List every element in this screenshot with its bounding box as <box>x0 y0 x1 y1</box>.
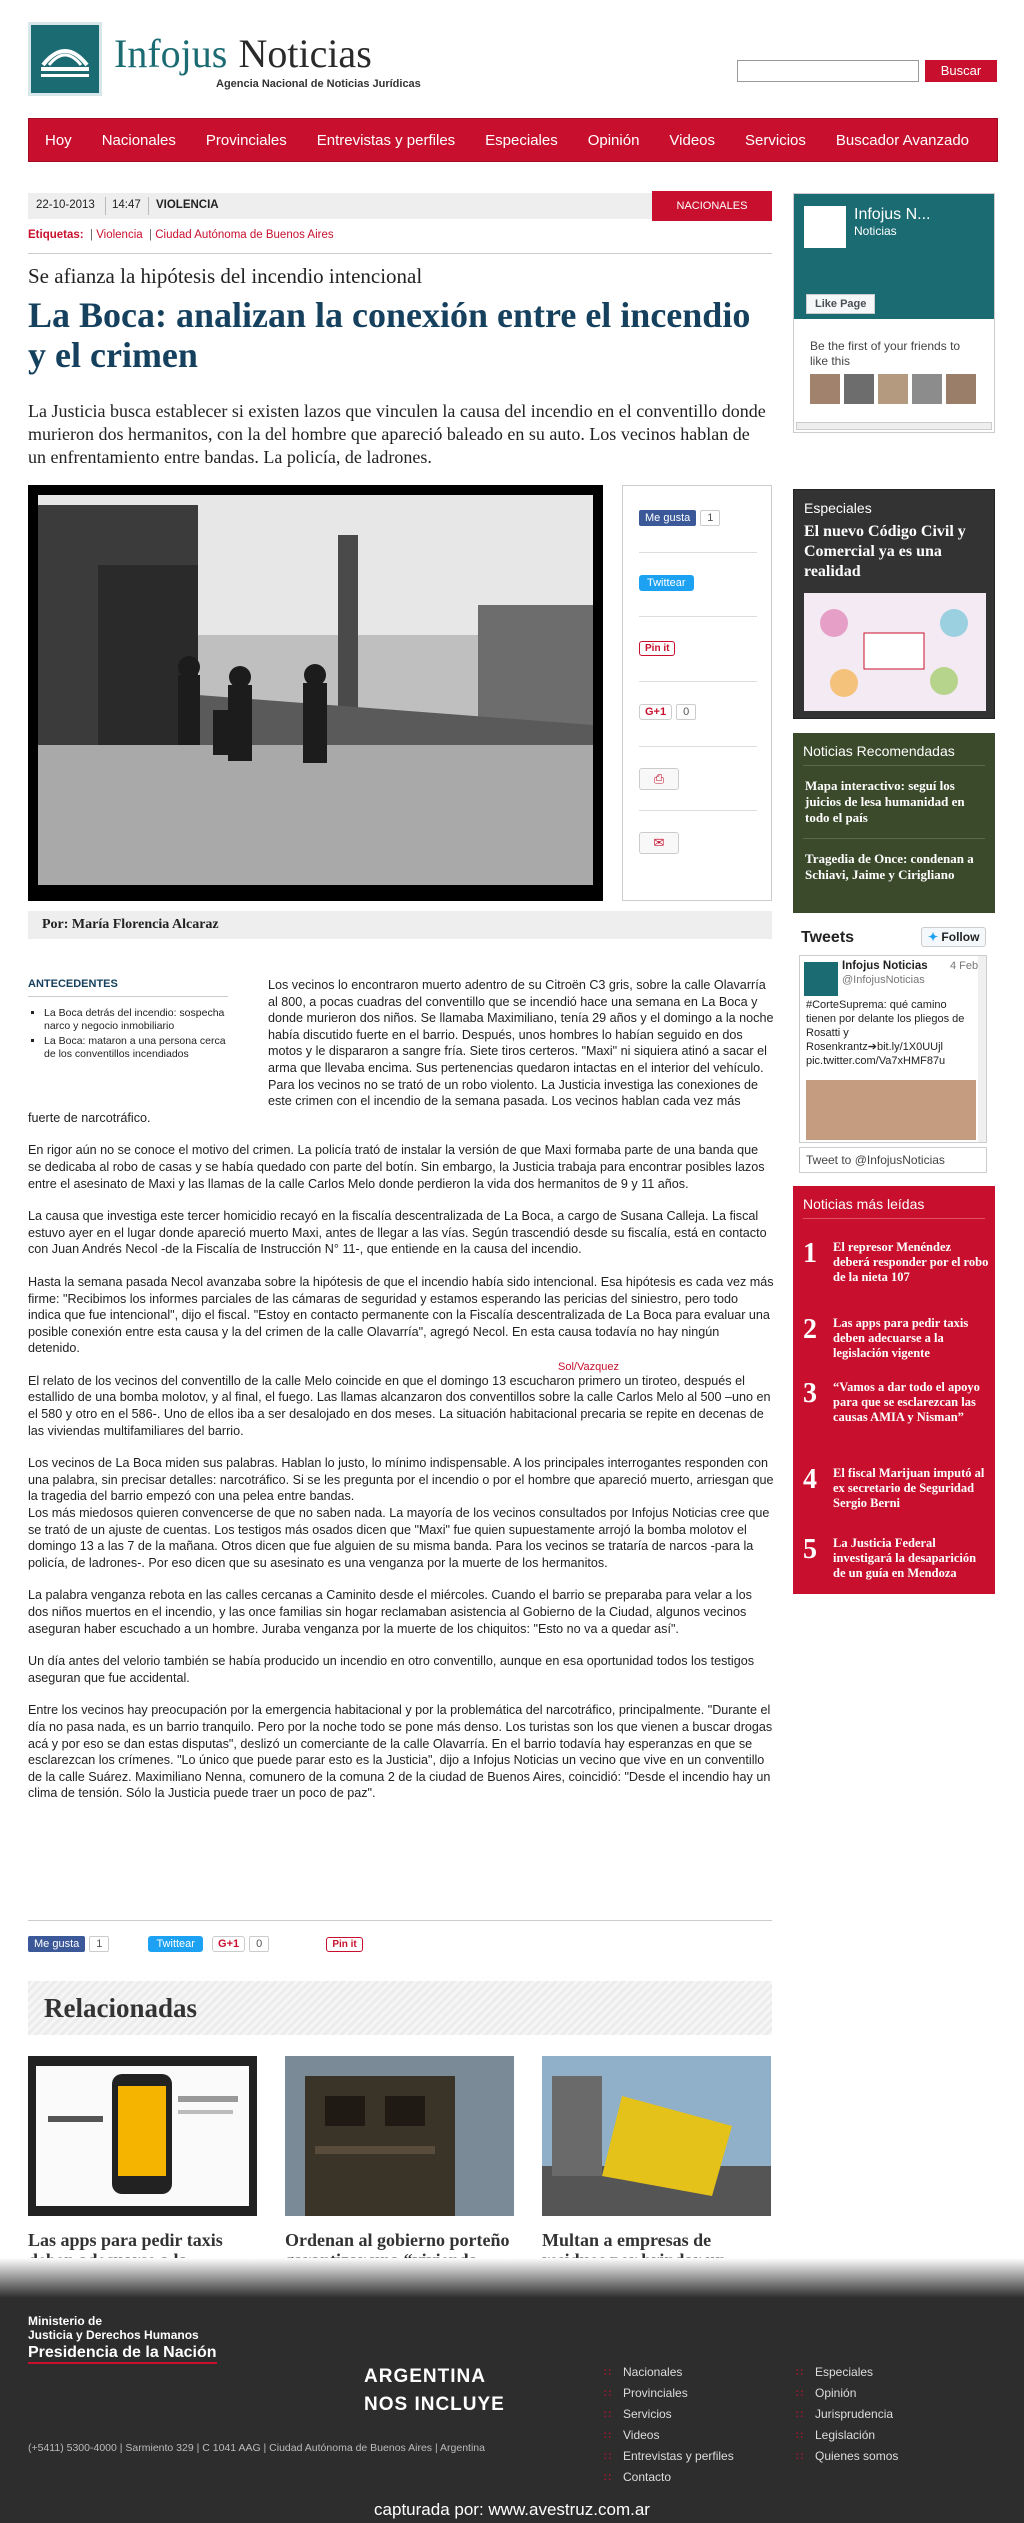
related-title[interactable]: Las apps para pedir taxis <box>28 2230 223 2250</box>
article-paragraph: La palabra venganza rebota en las calles cercanas a Caminito desde el miércoles. Cuando el barrio se preparaba para velar a los dos niños muertos en el incendio, y las once familias sin hogar reclamaban asistencia al Gobierno de la Ciudad, algunos vecinos aseguran haber escuchado a un hombre. Juraba venganza por la muerte de los chiquitos: "Esto no va a quedar así". <box>28 1588 752 1636</box>
footer-links-col1 <box>604 2362 734 2488</box>
footer-address: (+5411) 5300-4000 | Sarmiento 329 | C 1041 AAG | Ciudad Autónoma de Buenos Aires | Argentina <box>28 2442 485 2454</box>
footer-link[interactable]: ∷ Jurisprudencia <box>796 2404 898 2425</box>
logo-text[interactable] <box>114 32 372 76</box>
antecedentes-title: ANTECEDENTES <box>28 978 228 997</box>
fb-count: 1 <box>89 1936 109 1952</box>
site-header <box>28 22 998 102</box>
nav-item-especiales[interactable]: Especiales <box>485 131 558 149</box>
pinit-button[interactable]: Pin it <box>326 1937 362 1952</box>
article-headline: La Boca: analizan la conexión entre el incendio y el crimen <box>28 295 751 375</box>
related-item[interactable] <box>28 2056 257 2290</box>
tweets-title: Tweets <box>801 929 855 946</box>
fb-page-sub: Noticias <box>854 224 897 238</box>
divider <box>28 253 772 254</box>
nav-item-opinion[interactable]: Opinión <box>587 131 640 149</box>
photo-credit: Sol/Vazquez <box>558 1361 619 1373</box>
footer-link[interactable]: ∷ Videos <box>604 2425 734 2446</box>
tweet-media[interactable] <box>806 1080 976 1140</box>
nav-item-hoy[interactable]: Hoy <box>45 131 72 149</box>
footer-link[interactable]: ∷ Legislación <box>796 2425 898 2446</box>
nav-item-buscador[interactable]: Buscador Avanzado <box>835 131 970 149</box>
tweet-handle[interactable]: @InfojusNoticias <box>842 974 925 986</box>
gplus-button[interactable]: G+1 <box>639 704 672 720</box>
footer-link[interactable]: ∷ Quienes somos <box>796 2446 898 2467</box>
fb-count: 1 <box>700 510 720 526</box>
logo-tagline: Agencia Nacional de Noticias Jurídicas <box>216 78 421 90</box>
especiales-box[interactable] <box>793 489 995 719</box>
mas-leidas-title[interactable]: “Vamos a dar todo el apoyo para que se esclarezcan las causas AMIA y Nisman” <box>833 1380 980 1424</box>
site-footer <box>0 2298 1024 2523</box>
mas-leidas-title[interactable]: El fiscal Marijuan imputó al ex secretario de Seguridad Sergio Berni <box>833 1466 985 1510</box>
fb-scrollbar[interactable] <box>796 422 992 430</box>
logo-main: Infojus <box>114 31 228 76</box>
article-paragraph: Los más miedosos quieren convencerse de que no saben nada. La mayoría de los vecinos consultados por Infojus Noticias cree que se trató de un ajuste de cuentas. Los testigos más osados dicen que "Maxi" fue quien supuestamente arrojó la bomba molotov el domingo 13 a las 7 de la mañana. Otros dicen que fue alguien de su misma banda. Para los vecinos se trataría de narcos -para la policía, de ladrones-. Por eso dicen que su asesinato es una venganza por la muerte de los hermanitos. <box>28 1506 770 1570</box>
rank-number: 3 <box>803 1378 817 1409</box>
footer-link[interactable]: ∷ Especiales <box>796 2362 898 2383</box>
fb-like-page-button[interactable]: Like Page <box>806 294 875 314</box>
tweet-to-input[interactable]: Tweet to @InfojusNoticias <box>799 1147 987 1173</box>
gplus-count: 0 <box>676 704 696 720</box>
antecedente-link[interactable]: ▪ La Boca detrás del incendio: sospecha narco y negocio inmobiliario <box>44 1007 228 1033</box>
search-button[interactable]: Buscar <box>925 60 997 82</box>
main-nav <box>28 118 998 162</box>
fb-like-button[interactable]: Me gusta <box>639 510 696 526</box>
section-badge[interactable]: NACIONALES <box>652 191 772 221</box>
tweet-author[interactable]: Infojus Noticias <box>842 960 928 972</box>
related-title[interactable]: Multan a empresas de <box>542 2230 712 2250</box>
tweet-scrollbar[interactable] <box>978 956 986 1142</box>
recomendadas-label: Noticias Recomendadas <box>803 743 955 759</box>
footer-links-col2 <box>796 2362 898 2467</box>
mas-leidas-title[interactable]: El represor Menéndez deberá responder por el robo de la nieta 107 <box>833 1240 989 1284</box>
related-heading: Relacionadas <box>28 1981 772 2035</box>
mas-leidas-title[interactable]: La Justicia Federal investigará la desaparición de un guía en Mendoza <box>833 1536 977 1580</box>
fb-page-logo-icon <box>802 204 848 250</box>
share-bar-bottom <box>28 1938 363 1950</box>
twitter-bird-icon: ✦ <box>928 930 939 944</box>
recomendadas-box <box>793 733 995 913</box>
avatar[interactable] <box>878 374 908 404</box>
footer-link[interactable]: ∷ Provinciales <box>604 2383 734 2404</box>
fb-friends-text: Be the first of your friends to like this <box>810 339 961 368</box>
article-paragraph: Los vecinos lo encontraron muerto adentro de su Citroën C3 gris, sobre la calle Olavarría al 800, a pocas cuadras del conventillo que se incendió hace una semana en La Boca y donde murieron dos niños. Se llamaba Maximiliano, tenía 29 años y el domingo a la noche había discutido fuerte en el barrio. Después, unos hombres lo habían seguido en dos motos y le dispararon a sangre fría. Siete tiros certeros. "Maxi" ni siquiera atinó a sacar el arma que llevaba encima. Sus pertenencias quedaron intactas en el interior del vehículo. Para los vecinos no se trató de un robo violento. La Justicia investiga las conexiones de este crimen con el incendio de la semana pasada. Los vecinos hablan cada vez más fuerte de narcotráfico. <box>28 978 774 1125</box>
mas-leidas-label: Noticias más leídas <box>803 1196 925 1212</box>
logo-icon[interactable] <box>28 22 102 96</box>
tweet-button[interactable]: Twittear <box>148 1936 203 1952</box>
rank-number: 2 <box>803 1314 817 1345</box>
footer-link[interactable]: ∷ Servicios <box>604 2404 734 2425</box>
share-column <box>622 485 772 901</box>
article-paragraph: Un día antes del velorio también se había producido un incendio en otro conventillo, aunque en esa oportunidad todos los testigos aseguran que fue accidental. <box>28 1654 755 1685</box>
recomendada-link[interactable]: Tragedia de Once: condenan a Schiavi, Jaime y Cirigliano <box>805 851 974 882</box>
logo-second: Noticias <box>238 31 372 76</box>
tag-link[interactable]: Ciudad Autónoma de Buenos Aires <box>155 229 334 241</box>
nav-item-entrevistas[interactable]: Entrevistas y perfiles <box>316 131 456 149</box>
antecedente-link[interactable]: ▪ La Boca: mataron a una persona cerca de los conventillos incendiados <box>44 1035 228 1061</box>
nav-item-nacionales[interactable]: Nacionales <box>101 131 176 149</box>
recomendada-link[interactable]: Mapa interactivo: seguí los juicios de lesa humanidad en todo el país <box>805 778 965 825</box>
article-lead: La Justicia busca establecer si existen lazos que vinculen la causa del incendio en el conventillo donde murieron dos hermanitos, con la del hombre que apareció baleado en su auto. Los vecinos hablan de un enfrentamiento entre bandas. La policía, de ladrones. <box>28 401 766 467</box>
argentina-logo-line1: ARGENTINA <box>364 2366 486 2387</box>
capture-watermark: capturada por: www.avestruz.com.ar <box>374 2500 650 2519</box>
search-input[interactable] <box>737 60 919 82</box>
related-title[interactable]: Ordenan al gobierno porteño <box>285 2230 510 2250</box>
footer-link[interactable]: ∷ Nacionales <box>604 2362 734 2383</box>
ministry-line1: Ministerio de <box>28 2314 103 2328</box>
gplus-button[interactable]: G+1 <box>212 1936 245 1952</box>
fb-page-name[interactable]: Infojus N... <box>854 206 931 223</box>
avatar[interactable] <box>810 374 840 404</box>
article-paragraph: Hasta la semana pasada Necol avanzaba sobre la hipótesis de que el incendio había sido intencional. Esa hipótesis es cada vez más firme: "Recibimos los informes parciales de las cámaras de seguridad y estamos esperando las pericias del siniestro, pero todo indica que fue intencional", dijo el fiscal. "Estoy en contacto permanente con la Fiscalía descentralizada de La Boca para evaluar una posible conexión entre esta causa y la del crimen de la calle Olavarría", agregó Necol. En esta causa todavía no hay ningún detenido. <box>28 1274 774 1356</box>
tag-link[interactable]: Violencia <box>96 229 143 241</box>
footer-link[interactable]: ∷ Contacto <box>604 2467 734 2488</box>
twitter-follow-button[interactable] <box>921 927 986 947</box>
nav-item-videos[interactable]: Videos <box>669 131 716 149</box>
article-paragraph: Entre los vecinos hay preocupación por la emergencia habitacional y por la problemática del narcotráfico, principalmente. "Durante el día no pasa nada, es un barrio tranquilo. Pero por la noche todo se pone más denso. Los turistas son los que vienen a buscar drogas acá y por eso se dan estas disputas", deslizó un comerciante de la calle Olavarría. En el barrio todavía hay esperanzas en que se esclarezcan los crímenes. "Lo único que puede parar esto es la Justicia", dijo a Infojus Noticias un vecino que vive en un conventillo de la calle Suárez. Maximiliano Nenna, comunero de la comuna 2 de la ciudad de Buenos Aires, coincidió: "Desde el incendio hay un clima de tensión. Sólo la Justicia puede traer un poco de paz". <box>28 1703 773 1801</box>
avatar[interactable] <box>946 374 976 404</box>
gplus-count: 0 <box>249 1936 269 1952</box>
pinit-button[interactable]: Pin it <box>639 641 675 656</box>
article-byline: Por: María Florencia Alcaraz <box>28 911 772 939</box>
mas-leidas-box <box>793 1186 995 1594</box>
nav-item-servicios[interactable]: Servicios <box>745 131 806 149</box>
rank-number: 5 <box>803 1534 817 1565</box>
article-time: 14:47 <box>112 199 141 211</box>
avatar[interactable] <box>912 374 942 404</box>
related-thumbnail[interactable] <box>542 2056 771 2216</box>
article-section[interactable]: VIOLENCIA <box>156 199 219 211</box>
photo-image <box>38 495 593 885</box>
follow-label: Follow <box>941 930 980 944</box>
tweet-button[interactable]: Twittear <box>639 575 694 591</box>
especiales-label: Especiales <box>804 500 872 516</box>
especiales-title[interactable]: El nuevo Código Civil y Comercial ya es una realidad <box>804 523 966 580</box>
article-body <box>28 977 774 1818</box>
article-paragraph: En rigor aún no se conoce el motivo del crimen. La policía trató de instalar la versión de que Maxi formaba parte de una banda que se dedicaba al robo de casas y se había quedado con parte del botín. Sin embargo, la Justicia trabaja para encontrar posibles lazos entre el asesinato de Maxi y las llamas de la calle Carlos Melo donde perdieron la vida dos hermanitos de 9 y 11 años. <box>28 1143 765 1191</box>
article-paragraph: El relato de los vecinos del conventillo de la calle Melo coincide en que el domingo 13 escucharon primero un tiroteo, después el estallido de una bomba molotov, y al final, el fuego. Las llamas alcanzaron dos conventillos sobre la calle Carlos Melo al 500 –uno en el 580 y otro en el 586-. Uno de ellos iba a ser desalojado en dos meses. La situación habitacional precaria se repite en decenas de las viviendas multifamiliares del barrio. <box>28 1373 771 1438</box>
tweet-timeline[interactable] <box>799 955 987 1143</box>
tweet-avatar[interactable] <box>804 962 838 996</box>
email-icon[interactable]: ✉ <box>639 832 679 854</box>
argentina-logo-line2: NOS INCLUYE <box>364 2394 505 2415</box>
avatar[interactable] <box>844 374 874 404</box>
rank-number: 1 <box>803 1238 817 1269</box>
footer-link[interactable]: ∷ Opinión <box>796 2383 898 2404</box>
fb-like-button[interactable]: Me gusta <box>28 1936 85 1952</box>
mas-leidas-title[interactable]: Las apps para pedir taxis deben adecuarse a la legislación vigente <box>833 1316 969 1360</box>
tags-line: Etiquetas: | Violencia | Ciudad Autónoma de Buenos Aires <box>28 229 334 241</box>
divider <box>28 1920 772 1921</box>
article-date: 22-10-2013 <box>36 199 95 211</box>
tweet-date[interactable]: 4 Feb <box>950 960 979 972</box>
tags-label: Etiquetas: <box>28 229 84 241</box>
presidencia-label: Presidencia de la Nación <box>28 2346 217 2364</box>
rank-number: 4 <box>803 1464 817 1495</box>
article-paragraph: Los vecinos de La Boca miden sus palabras. Hablan lo justo, lo mínimo indispensable. A los principales interrogantes responden con una palabra, sin precisar detalles: narcotráfico. Si se les pregunta por el incendio o por el hombre que apareció muerto, arriesgan que la tragedia del barrio empezó con una pelea entre bandas. <box>28 1456 774 1504</box>
ministry-logo[interactable] <box>28 2314 217 2364</box>
facebook-page-widget <box>793 193 995 433</box>
tweet-text[interactable]: #CorteSuprema: qué camino tienen por delante los pliegos de Rosatti y Rosenkrantz➔bit.ly/1X0UUjl pic.twitter.com/Va7xHMF87u <box>806 999 965 1067</box>
ministry-line2: Justicia y Derechos Humanos <box>28 2328 199 2342</box>
especiales-image[interactable] <box>804 593 986 711</box>
footer-link[interactable]: ∷ Entrevistas y perfiles <box>604 2446 734 2467</box>
nav-item-provinciales[interactable]: Provinciales <box>205 131 287 149</box>
article-paragraph: La causa que investiga este tercer homicidio recayó en la fiscalía descentralizada de La Boca, a cargo de Susana Calleja. La fiscal estuvo ayer en el lugar donde apareció muerto Maxi, antes de llegar a las vías. Según trascendió desde su fiscalía, está en contacto con Juan Andrés Necol -de la Fiscalía de Instrucción N° 11-, que entiende en la causa del incendio. <box>28 1209 767 1257</box>
related-item[interactable] <box>542 2056 771 2290</box>
article-kicker: Se afianza la hipótesis del incendio intencional <box>28 264 423 288</box>
fb-friend-avatars <box>810 374 976 404</box>
twitter-widget <box>793 925 995 1175</box>
related-thumbnail[interactable] <box>285 2056 514 2216</box>
print-icon[interactable]: ⎙ <box>639 768 679 790</box>
related-item[interactable] <box>285 2056 514 2290</box>
related-thumbnail[interactable] <box>28 2056 257 2216</box>
